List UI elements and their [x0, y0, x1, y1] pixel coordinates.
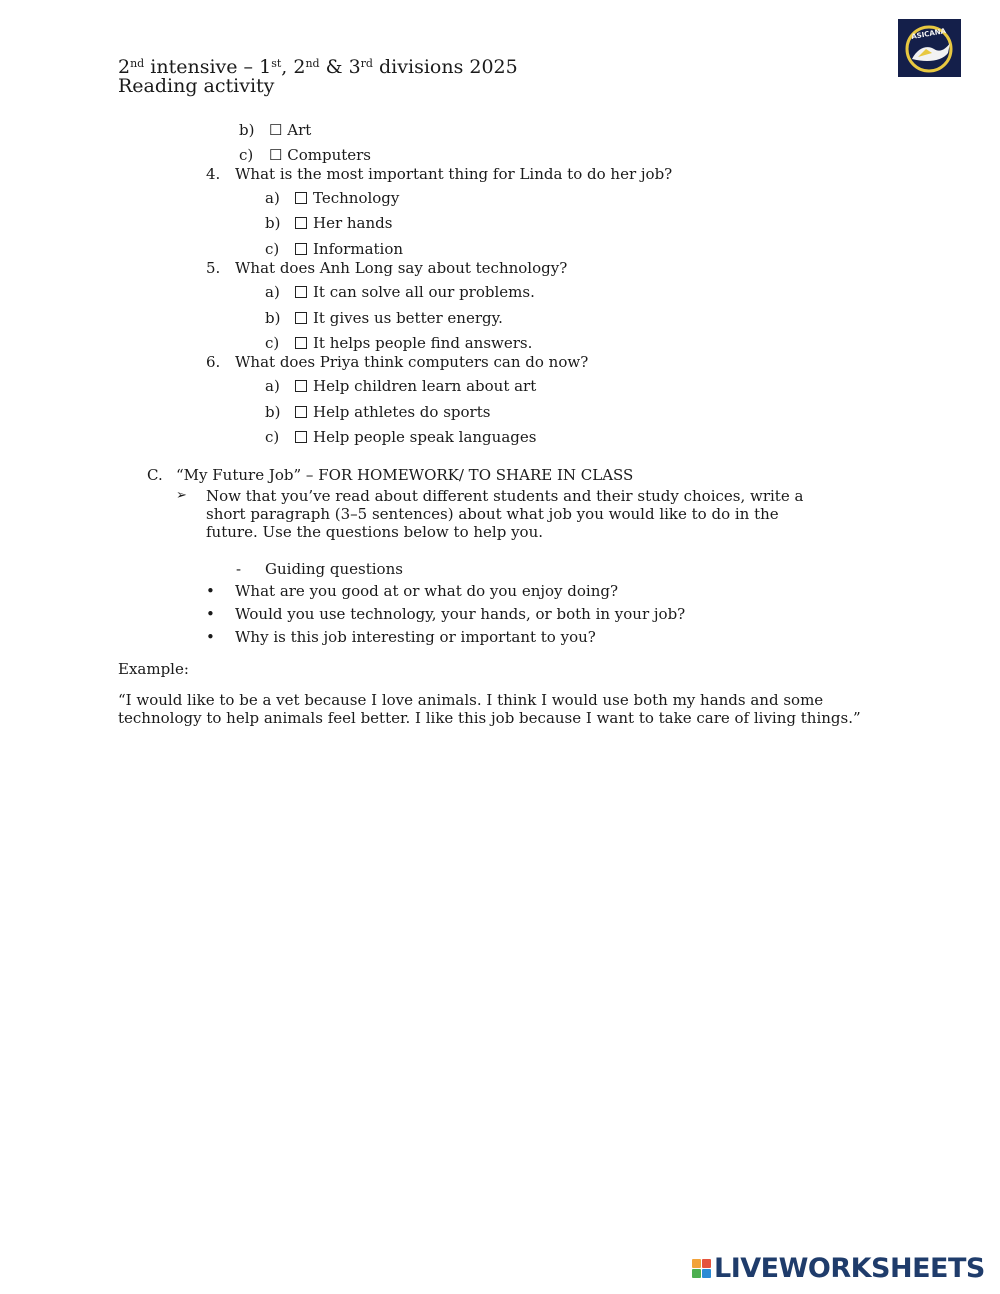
q3-option-b-text: ☐ Art [269, 121, 312, 139]
example-text: “I would like to be a vet because I love animals. I think I would use both my hands and some technology to help animals feel better. I like this job because I want to take care of living things.” [118, 691, 861, 727]
guiding-label: Guiding questions [265, 560, 403, 578]
q3-option-c-text: ☐ Computers [269, 146, 372, 164]
checkbox-icon[interactable] [295, 431, 307, 443]
bullet-icon: • [206, 605, 215, 623]
q4-option-b[interactable]: Her hands [295, 214, 392, 232]
q5-option-b-marker: b) [265, 309, 281, 327]
q4-option-b-marker: b) [265, 214, 281, 232]
guiding-question-3: Why is this job interesting or important to you? [235, 628, 596, 646]
logo-cell-icon [702, 1259, 711, 1268]
arrow-bullet-icon: ➢ [176, 488, 187, 503]
q6-option-a-marker: a) [265, 377, 280, 395]
logo-cell-icon [702, 1269, 711, 1278]
section-c-title: “My Future Job” – FOR HOMEWORK/ TO SHARE IN CLASS [176, 466, 634, 484]
q4-option-c-marker: c) [265, 240, 280, 258]
q5-number: 5. [206, 259, 221, 277]
q6-option-b-marker: b) [265, 403, 281, 421]
q5-text: What does Anh Long say about technology? [235, 259, 568, 277]
logo-cell-icon [692, 1259, 701, 1268]
checkbox-icon[interactable] [295, 380, 307, 392]
section-c-instruction: Now that you’ve read about different students and their study choices, write a short paragraph (3–5 sentences) about what job you would like to do in the future. Use the questions below to help you. [206, 487, 804, 541]
q6-option-c-marker: c) [265, 428, 280, 446]
example-label: Example: [118, 660, 189, 678]
q6-text: What does Priya think computers can do now? [235, 353, 589, 371]
header-title: 2nd intensive – 1st, 2nd & 3rd divisions 2025 [118, 56, 518, 78]
guiding-question-1: What are you good at or what do you enjoy doing? [235, 582, 619, 600]
q4-number: 4. [206, 165, 221, 183]
q4-option-a[interactable]: Technology [295, 189, 399, 207]
q6-number: 6. [206, 353, 221, 371]
q5-option-c-marker: c) [265, 334, 280, 352]
q4-option-a-marker: a) [265, 189, 280, 207]
bullet-icon: • [206, 582, 215, 600]
checkbox-icon[interactable] [295, 312, 307, 324]
liveworksheets-wordmark: LIVEWORKSHEETS [714, 1253, 985, 1284]
q3-option-c: c) [239, 146, 254, 164]
checkbox-icon[interactable] [295, 286, 307, 298]
q4-option-c[interactable]: Information [295, 240, 403, 258]
checkbox-icon[interactable] [295, 243, 307, 255]
school-logo [898, 19, 961, 77]
q6-option-a[interactable]: Help children learn about art [295, 377, 536, 395]
checkbox-icon[interactable] [295, 337, 307, 349]
q6-option-c[interactable]: Help people speak languages [295, 428, 536, 446]
q5-option-c[interactable]: It helps people find answers. [295, 334, 532, 352]
bullet-icon: • [206, 628, 215, 646]
q5-option-b[interactable]: It gives us better energy. [295, 309, 503, 327]
q3-option-b: b) [239, 121, 255, 139]
svg-text:ASICANA: ASICANA [910, 27, 947, 42]
checkbox-icon[interactable]: ☐ [269, 121, 283, 139]
section-c-marker: C. [147, 466, 163, 484]
checkbox-icon[interactable] [295, 217, 307, 229]
q6-option-b[interactable]: Help athletes do sports [295, 403, 490, 421]
checkbox-icon[interactable] [295, 192, 307, 204]
q4-text: What is the most important thing for Linda to do her job? [235, 165, 673, 183]
header-subtitle: Reading activity [118, 75, 275, 97]
checkbox-icon[interactable]: ☐ [269, 146, 283, 164]
logo-cell-icon [692, 1269, 701, 1278]
q5-option-a-marker: a) [265, 283, 280, 301]
guiding-question-2: Would you use technology, your hands, or both in your job? [235, 605, 686, 623]
guiding-dash: - [236, 560, 242, 578]
checkbox-icon[interactable] [295, 406, 307, 418]
q5-option-a[interactable]: It can solve all our problems. [295, 283, 535, 301]
